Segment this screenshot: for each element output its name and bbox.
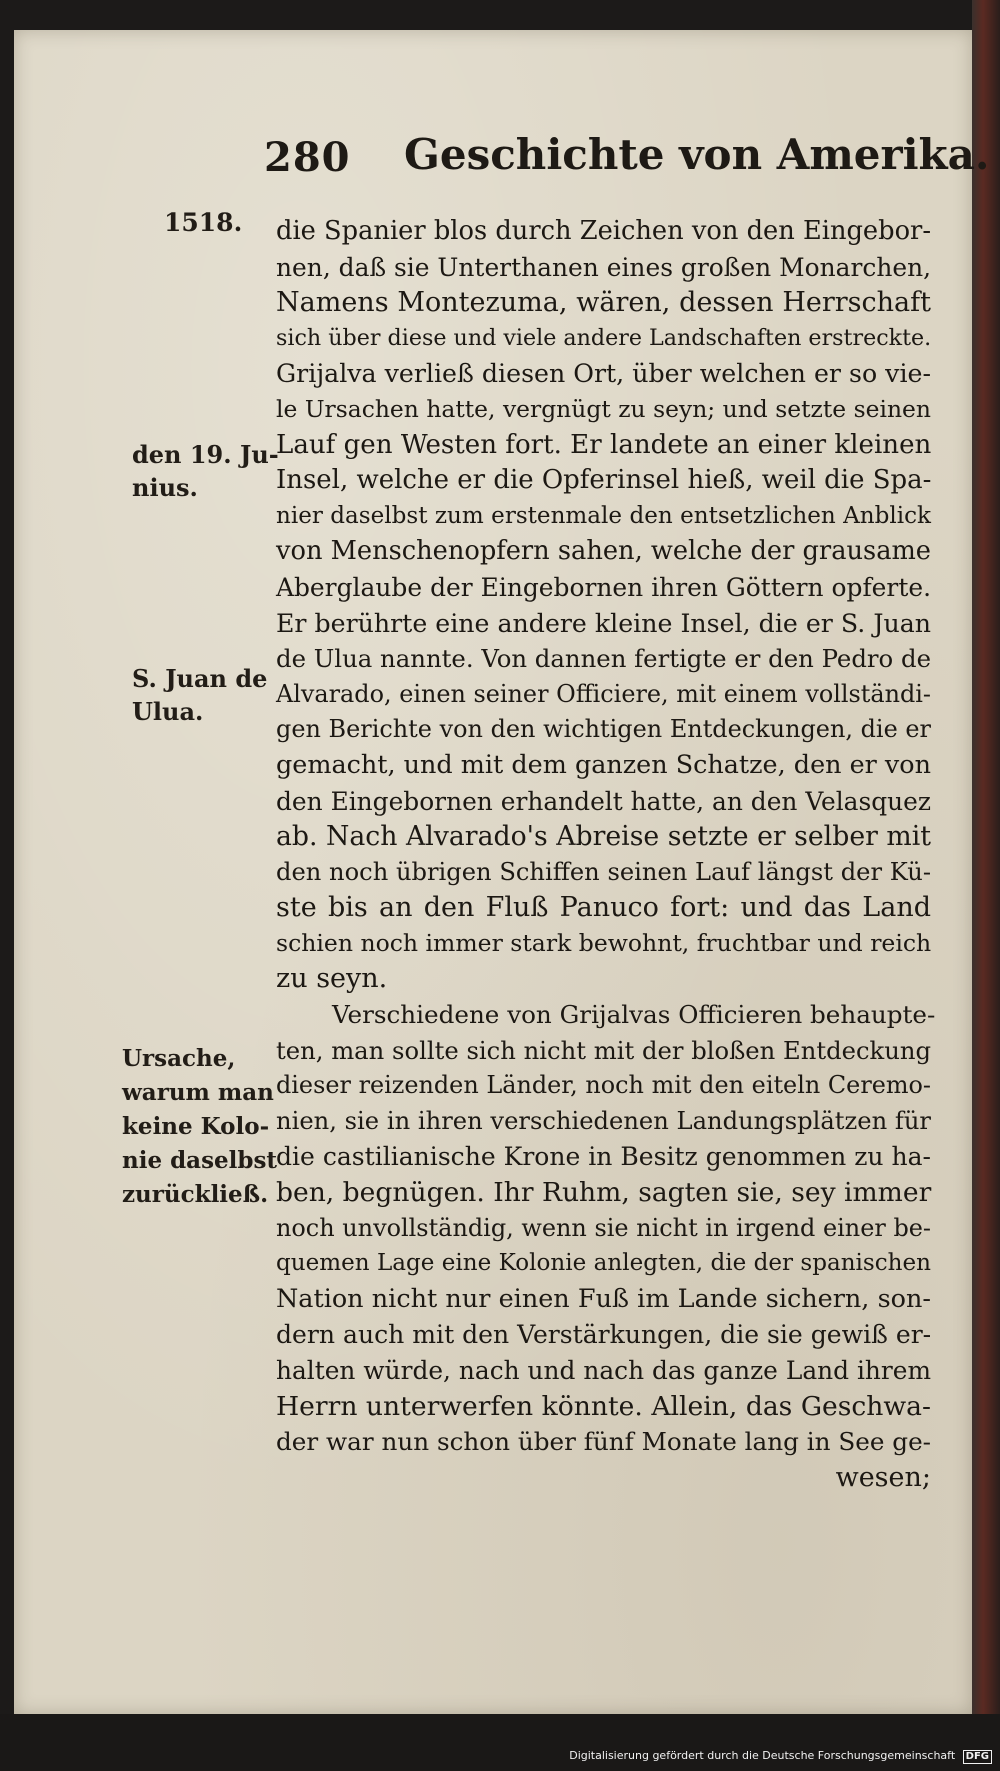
text-line: Nation nicht nur einen Fuß im Lande sichern, son- xyxy=(276,1283,931,1314)
text-line: den Eingebornen erhandelt hatte, an den Velasquez xyxy=(276,786,931,816)
text-line: die Spanier blos durch Zeichen von den Eingebor- xyxy=(276,216,931,246)
sidenote-line: nius. xyxy=(132,473,198,502)
text-line: Alvarado, einen seiner Officiere, mit einem vollständi- xyxy=(276,679,931,708)
sidenote-cause xyxy=(122,1042,277,1212)
credit-text: Digitalisierung gefördert durch die Deutsche Forschungsgemeinschaft xyxy=(569,1749,956,1762)
sidenote-san-juan xyxy=(132,662,267,728)
text-line: Insel, welche er die Opferinsel hieß, weil die Spa- xyxy=(276,465,932,496)
running-title: Geschichte von Amerika. xyxy=(404,130,990,179)
text-line: schien noch immer stark bewohnt, fruchtbar und reich xyxy=(276,928,932,957)
text-line: quemen Lage eine Kolonie anlegten, die der spanischen xyxy=(276,1250,931,1277)
text-line: ten, man sollte sich nicht mit der bloßen Entdeckung xyxy=(276,1035,931,1065)
text-line: ben, begnügen. Ihr Ruhm, sagten sie, sey immer xyxy=(276,1177,932,1209)
body-text xyxy=(276,214,936,1495)
text-line: den noch übrigen Schiffen seinen Lauf längst der Kü- xyxy=(276,857,931,886)
text-line: ste bis an den Fluß Panuco fort: und das Land xyxy=(276,892,931,924)
sidenote-date xyxy=(132,438,279,504)
text-line: sich über diese und viele andere Landschaften erstreckte. xyxy=(276,324,932,351)
text-line: ab. Nach Alvarado's Abreise setzte er selber mit xyxy=(276,821,931,853)
text-line: dern auch mit den Verstärkungen, die sie gewiß er- xyxy=(276,1320,932,1350)
sidenote-line: den 19. Ju- xyxy=(132,440,279,469)
text-line: Lauf gen Westen fort. Er landete an einer kleinen xyxy=(276,429,932,460)
text-line: Namens Montezuma, wären, dessen Herrschaft xyxy=(276,287,931,319)
text-line: zu seyn. xyxy=(276,963,388,995)
dfg-logo: DFG xyxy=(963,1750,992,1764)
page-number: 280 xyxy=(264,134,351,181)
text-line: le Ursachen hatte, vergnügt zu seyn; und setzte seinen xyxy=(276,394,931,423)
text-line: die castilianische Krone in Besitz genommen zu ha- xyxy=(276,1142,932,1172)
text-line: Grijalva verließ diesen Ort, über welchen er so vie- xyxy=(276,359,931,389)
book-spine-edge xyxy=(972,0,1000,1771)
text-line: gemacht, und mit dem ganzen Schatze, den er von xyxy=(276,749,931,780)
sidenote-line: S. Juan de xyxy=(132,664,268,693)
sidenote-line: Ursache, xyxy=(122,1045,236,1072)
text-line: de Ulua nannte. Von dannen fertigte er den Pedro de xyxy=(276,644,931,674)
text-line: Herrn unterwerfen könnte. Allein, das Geschwa- xyxy=(276,1390,931,1422)
book-page xyxy=(14,30,990,1714)
text-line: von Menschenopfern sahen, welche der grausame xyxy=(276,536,931,567)
digitization-credit xyxy=(569,1749,992,1764)
text-line: der war nun schon über fünf Monate lang in See ge- xyxy=(276,1427,931,1457)
text-line: gen Berichte von den wichtigen Entdeckungen, die er xyxy=(276,715,931,744)
text-line: halten würde, nach und nach das ganze Land ihrem xyxy=(276,1356,931,1385)
text-line: dieser reizenden Länder, noch mit den eiteln Ceremo- xyxy=(276,1071,931,1100)
sidenote-line: zurückließ. xyxy=(122,1181,269,1208)
sidenote-line: warum man xyxy=(122,1079,274,1106)
margin-year: 1518. xyxy=(164,208,243,237)
text-line: nen, daß sie Unterthanen eines großen Monarchen, xyxy=(276,252,932,282)
text-line: Aberglaube der Eingebornen ihren Göttern opferte. xyxy=(276,572,931,602)
text-line: nier daselbst zum erstenmale den entsetzlichen Anblick xyxy=(276,502,931,529)
sidenote-line: keine Kolo- xyxy=(122,1113,270,1140)
text-line: wesen; xyxy=(835,1461,931,1493)
sidenote-line: nie daselbst xyxy=(122,1147,278,1174)
sidenote-line: Ulua. xyxy=(132,697,204,726)
text-line: noch unvollständig, wenn sie nicht in irgend einer be- xyxy=(276,1213,931,1242)
text-line: Er berührte eine andere kleine Insel, die er S. Juan xyxy=(276,608,931,638)
text-line: Verschiedene von Grijalvas Officieren behaupte- xyxy=(332,1000,936,1030)
text-line: nien, sie in ihren verschiedenen Landungsplätzen für xyxy=(276,1106,931,1135)
